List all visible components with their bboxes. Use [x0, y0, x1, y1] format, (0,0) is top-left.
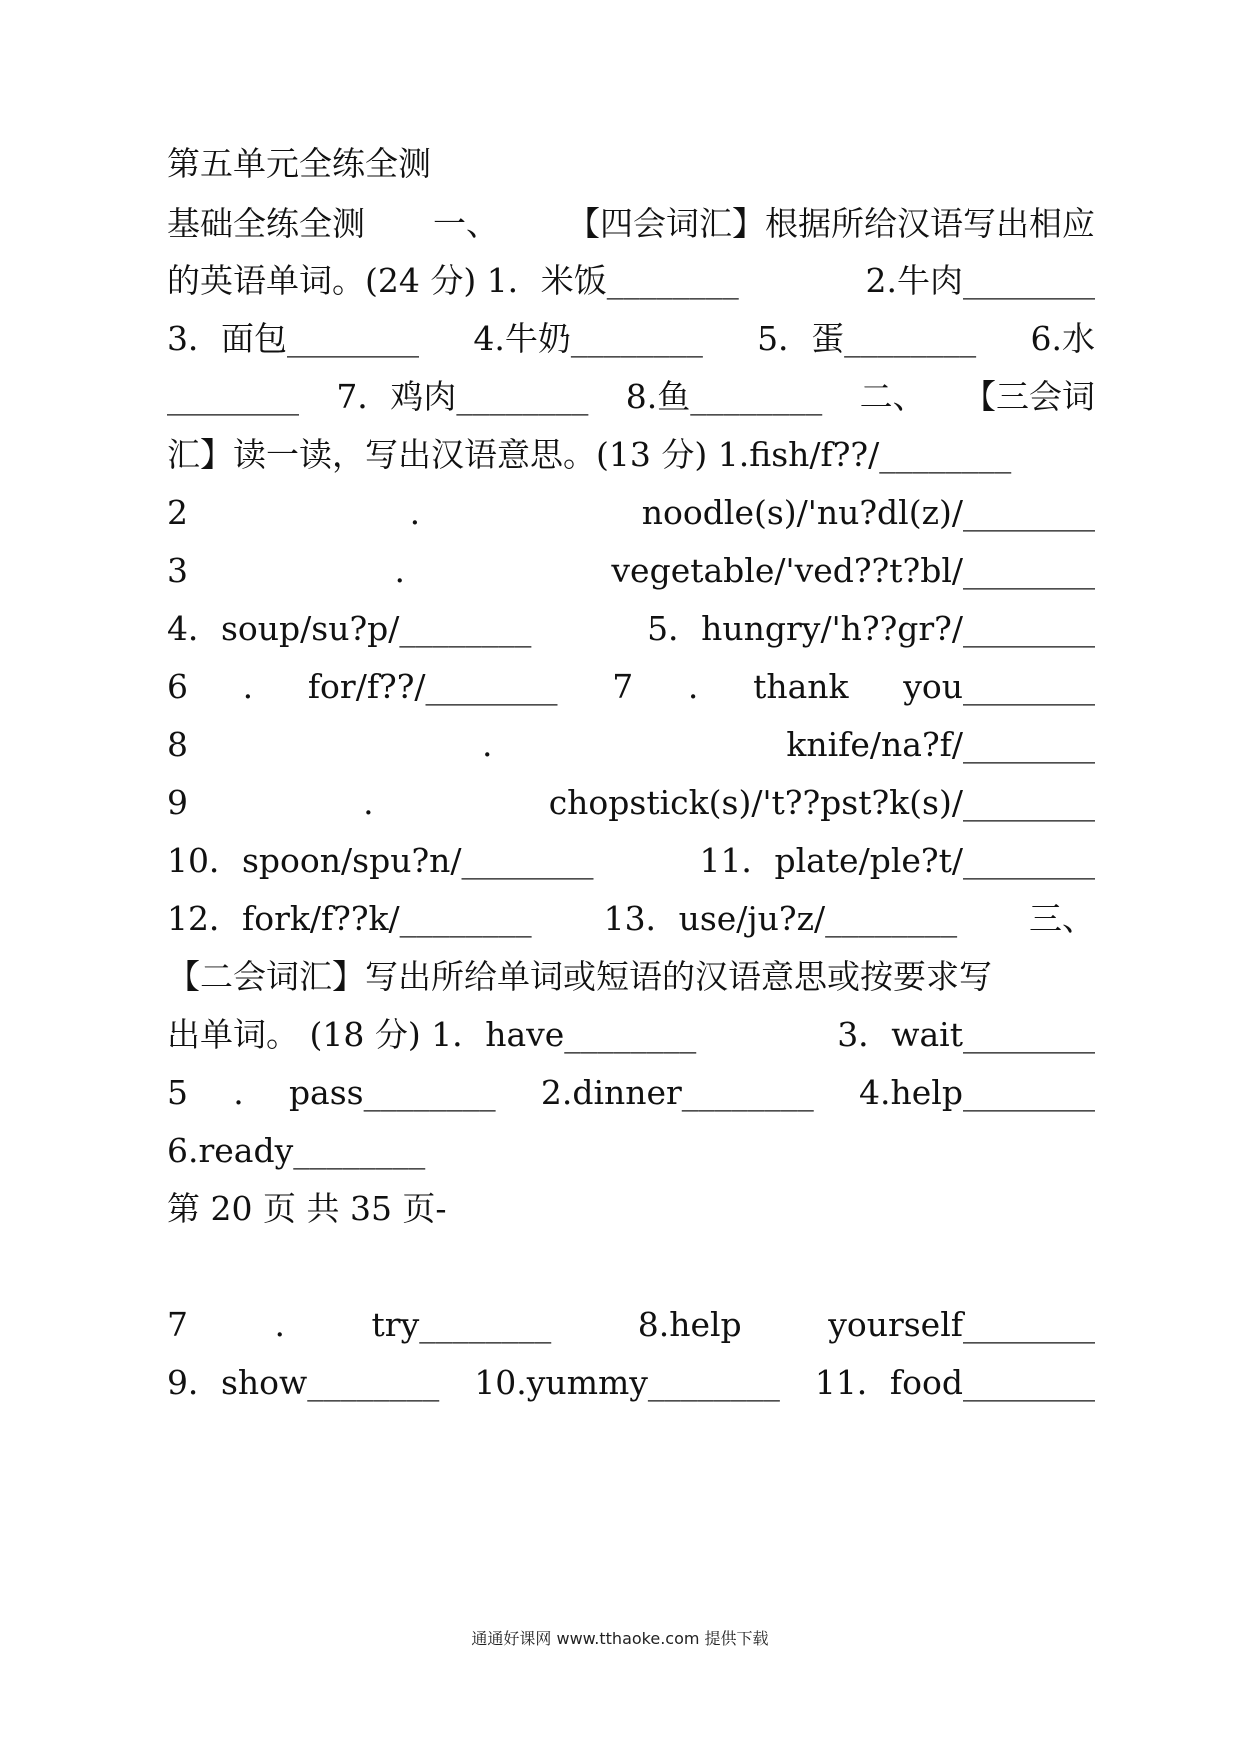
- exercise-line: [167, 1006, 1095, 1064]
- line-segment: for/f??/________: [307, 667, 558, 706]
- line-segment: 【二会词汇】写出所给单词或短语的汉语意思或按要求写: [167, 957, 992, 996]
- line-segment: 6: [167, 667, 188, 706]
- footer-text: 通通好课网 www.tthaoke.com 提供下载: [471, 1629, 769, 1648]
- line-segment: 7．鸡肉________: [336, 377, 589, 416]
- line-segment: 出单词。 (18 分) 1．have________: [167, 1015, 697, 1054]
- line-segment: 第 20 页 共 35 页-: [167, 1189, 447, 1228]
- line-segment: 11．plate/ple?t/________: [699, 841, 1095, 880]
- exercise-line: [167, 1180, 1095, 1238]
- line-segment: pass________: [288, 1073, 496, 1112]
- line-segment: .: [481, 725, 493, 764]
- line-segment: 2: [167, 493, 188, 532]
- line-segment: 2.牛肉________: [865, 261, 1095, 300]
- line-segment: .: [363, 783, 374, 822]
- line-segment: 【四会词汇】根据所给汉语写出相应: [567, 204, 1095, 243]
- line-segment: 11．food________: [814, 1363, 1095, 1402]
- line-segment: 5: [167, 1073, 188, 1112]
- exercise-line: [167, 1296, 1095, 1354]
- line-segment: .: [233, 1073, 244, 1112]
- line-segment: yourself________: [828, 1305, 1095, 1344]
- line-segment: .: [242, 667, 254, 706]
- line-segment: 13．use/ju?z/________: [603, 899, 958, 938]
- line-segment: 10．spoon/spu?n/________: [167, 841, 594, 880]
- line-segment: 2.dinner________: [540, 1073, 814, 1112]
- line-segment: try________: [371, 1305, 552, 1344]
- line-segment: ________: [167, 377, 299, 416]
- exercise-line: [167, 1354, 1095, 1412]
- line-segment: .: [409, 493, 421, 532]
- line-segment: 基础全练全测: [167, 204, 365, 243]
- line-segment: .: [394, 551, 405, 590]
- line-segment: 7: [612, 667, 634, 706]
- exercise-line: [167, 1064, 1095, 1122]
- exercise-line: [167, 426, 1095, 484]
- line-segment: 三、: [1028, 899, 1095, 938]
- exercise-line: [167, 484, 1095, 542]
- exercise-line: [167, 252, 1095, 310]
- exercise-line: [167, 832, 1095, 890]
- line-segment: 6.ready________: [167, 1131, 426, 1170]
- document-title: 第五单元全练全测: [167, 144, 431, 183]
- line-segment: vegetable/'ved??t?bl/________: [611, 551, 1095, 590]
- line-segment: 汇】读一读，写出汉语意思。(13 分) 1.fish/f??/________: [167, 435, 1012, 474]
- line-segment: .: [687, 667, 699, 706]
- exercise-line: [167, 658, 1095, 716]
- line-segment: 10.yummy________: [474, 1363, 780, 1402]
- line-segment: 【三会词: [963, 377, 1095, 416]
- exercise-line: [167, 195, 1095, 253]
- line-segment: 4．soup/su?p/________: [167, 609, 532, 648]
- line-segment: 3: [167, 551, 188, 590]
- exercise-line: [167, 600, 1095, 658]
- line-segment: 8: [167, 725, 188, 764]
- exercise-line: [167, 542, 1095, 600]
- line-segment: 7: [167, 1305, 188, 1344]
- line-segment: chopstick(s)/'t??pst?k(s)/________: [548, 783, 1095, 822]
- line-segment: 8.鱼________: [625, 377, 823, 416]
- line-segment: 4.牛奶________: [473, 319, 703, 358]
- line-segment: noodle(s)/'nu?dl(z)/________: [641, 493, 1095, 532]
- exercise-line: [167, 948, 1095, 1006]
- line-segment: you________: [903, 667, 1095, 706]
- line-segment: 3．wait________: [837, 1015, 1095, 1054]
- exercise-line: [167, 716, 1095, 774]
- exercise-line: [167, 774, 1095, 832]
- line-segment: 二、: [859, 377, 926, 416]
- line-segment: .: [274, 1305, 286, 1344]
- line-segment: 的英语单词。(24 分) 1．米饭________: [167, 261, 739, 300]
- line-segment: thank: [753, 667, 849, 706]
- line-segment: 6.水: [1030, 319, 1095, 358]
- line-segment: 3．面包________: [167, 319, 419, 358]
- exercise-line: [167, 310, 1095, 368]
- exercise-line: [167, 1122, 1095, 1180]
- line-segment: 5．hungry/'h??gr?/________: [647, 609, 1095, 648]
- line-segment: knife/na?f/________: [786, 725, 1095, 764]
- line-segment: 4.help________: [859, 1073, 1095, 1112]
- line-segment: 一、: [433, 204, 499, 243]
- line-segment: 8.help: [637, 1305, 742, 1344]
- line-segment: 12．fork/f??k/________: [167, 899, 532, 938]
- line-segment: 9．show________: [167, 1363, 440, 1402]
- exercise-line: [167, 890, 1095, 948]
- line-segment: 9: [167, 783, 188, 822]
- exercise-line: [167, 368, 1095, 426]
- line-segment: 5．蛋________: [757, 319, 977, 358]
